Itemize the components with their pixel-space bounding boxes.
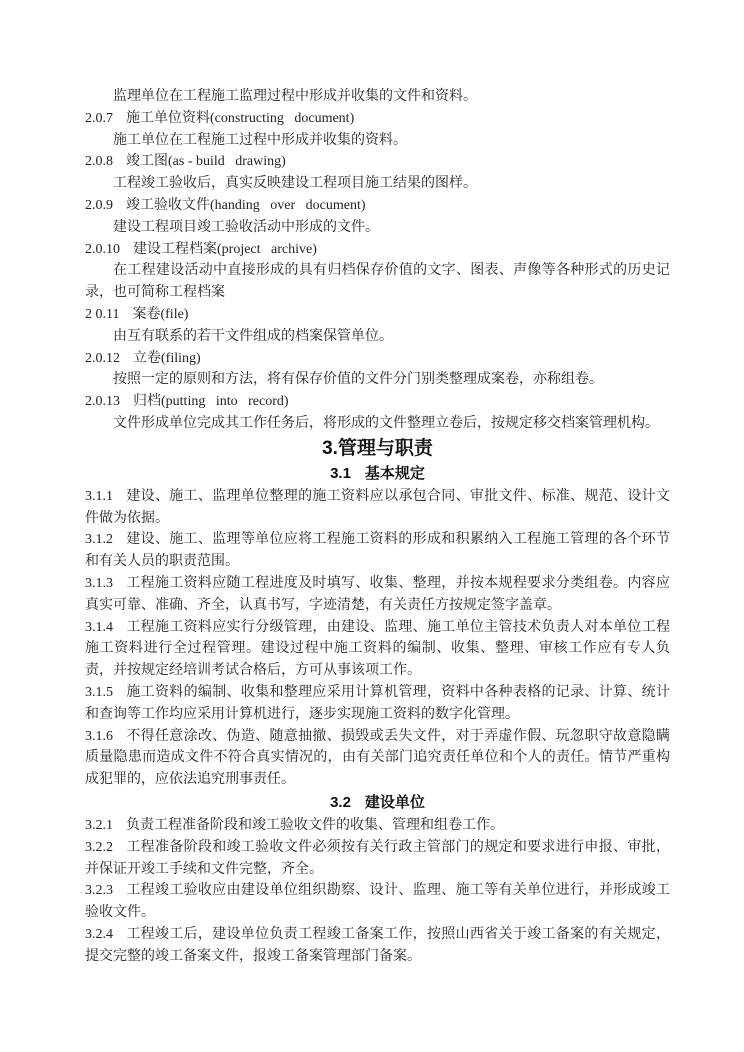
clause-number: 3.1.2 [85, 532, 113, 548]
clause-text: 建设、施工、监理单位整理的施工资料应以承包合同、审批文件、标准、规范、设计文件做为依据。 [85, 488, 670, 526]
term-line [85, 151, 670, 173]
term-text: 竣工图(as - build drawing) [126, 154, 286, 170]
clause-text: 工程施工资料应随工程进度及时填写、收集、整理，并按本规程要求分类组卷。内容应真实可靠、准确、齐全，认真书写，字迹清楚，有关责任方按规定签字盖章。 [85, 575, 670, 613]
clause-number: 2.0.9 [85, 197, 113, 213]
clause-number: 3.2.1 [85, 817, 113, 833]
term-text: 施工单位资料(constructing document) [126, 110, 355, 126]
term-line [85, 239, 670, 261]
term-text: 案卷(file) [132, 306, 189, 322]
clause-number: 3.1.5 [85, 684, 113, 700]
clause-description: 文件形成单位完成其工作任务后，将形成的文件整理立卷后，按规定移交档案管理机构。 [113, 415, 659, 431]
term-text: 建设工程档案(project archive) [133, 241, 317, 257]
clause-description: 监理单位在工程施工监理过程中形成并收集的文件和资料。 [113, 89, 477, 104]
clause-number: 3.1.3 [85, 575, 113, 591]
section-title: 基本规定 [364, 464, 425, 482]
clause-number: 2.0.8 [85, 154, 113, 170]
clause-paragraph [85, 880, 670, 924]
clause-number: 3.1.4 [85, 619, 113, 635]
term-text: 竣工验收文件(handing over document) [126, 197, 366, 213]
clause-number: 3.1.6 [85, 728, 113, 744]
clause-text: 不得任意涂改、伪造、随意抽撤、损毁或丢失文件，对于弄虚作假、玩忽职守故意隐瞒质量隐患而造成文件不符合真实情况的，由有关部门追究责任单位和个人的责任。情节严重构成犯罪的，应依法追究刑事责任。 [85, 728, 670, 788]
clause-paragraph [85, 924, 670, 968]
term-line [85, 195, 670, 217]
clause-number: 3.2.4 [85, 926, 113, 942]
clause-paragraph [85, 573, 670, 617]
term-text: 立卷(filing) [133, 350, 201, 366]
clause-paragraph [85, 815, 670, 837]
clause-paragraph [85, 486, 670, 530]
clause-number: 2.0.12 [85, 350, 120, 366]
clause-text: 工程施工资料应实行分级管理，由建设、监理、施工单位主管技术负责人对本单位工程施工资料进行全过程管理。建设过程中施工资料的编制、收集、整理、审核工作应有专人负责，并按规定经培训考试合格后，方可从事该项工作。 [85, 619, 670, 679]
clause-number: 2.0.13 [85, 394, 120, 410]
clause-number: 3.2.2 [85, 839, 113, 855]
clause-text: 工程竣工验收应由建设单位组织勘察、设计、监理、施工等有关单位进行，并形成竣工验收文件。 [85, 883, 670, 921]
clause-text: 建设、施工、监理等单位应将工程施工资料的形成和积累纳入工程施工管理的各个环节和有关人员的职责范围。 [85, 532, 670, 570]
section-heading [85, 462, 670, 486]
clause-description: 施工单位在工程施工过程中形成并收集的资料。 [113, 132, 407, 148]
clause-paragraph [85, 682, 670, 726]
clause-number: 3.2.3 [85, 883, 113, 899]
clause-number: 2.0.7 [85, 110, 113, 126]
section-heading [85, 791, 670, 815]
section-title: 建设单位 [364, 793, 425, 811]
clause-paragraph [85, 529, 670, 573]
clause-paragraph [85, 726, 670, 791]
term-line [85, 304, 670, 326]
term-line [85, 348, 670, 370]
clause-number: 2.0.10 [85, 241, 120, 257]
clause-description: 在工程建设活动中直接形成的具有归档保存价值的文字、图表、声像等各种形式的历史记录，也可简称工程档案 [85, 263, 670, 301]
term-line [85, 391, 670, 413]
clause-number: 2 0.11 [85, 306, 120, 322]
clause-description: 按照一定的原则和方法，将有保存价值的文件分门别类整理成案卷，亦称组卷。 [113, 372, 603, 388]
term-line [85, 108, 670, 130]
section-number: 3.1 [330, 464, 351, 482]
clause-text: 工程准备阶段和竣工验收文件必须按有关行政主管部门的规定和要求进行申报、审批，并保证开竣工手续和文件完整，齐全。 [85, 839, 670, 877]
clause-text: 负责工程准备阶段和竣工验收文件的收集、管理和组卷工作。 [126, 817, 504, 833]
clause-text: 工程竣工后，建设单位负责工程竣工备案工作，按照山西省关于竣工备案的有关规定，提交完整的竣工备案文件，报竣工备案管理部门备案。 [85, 926, 670, 964]
term-text: 归档(putting into record) [133, 394, 289, 410]
clause-number: 3.1.1 [85, 488, 113, 504]
clause-paragraph [85, 617, 670, 682]
section-number: 3.2 [330, 793, 351, 811]
chapter-heading: 3.管理与职责 [322, 437, 433, 459]
clause-paragraph [85, 837, 670, 881]
clause-description: 工程竣工验收后，真实反映建设工程项目施工结果的图样。 [113, 176, 477, 192]
clause-description: 由互有联系的若干文件组成的档案保管单位。 [113, 328, 393, 344]
clause-description: 建设工程项目竣工验收活动中形成的文件。 [113, 219, 379, 235]
clause-text: 施工资料的编制、收集和整理应采用计算机管理，资料中各种表格的记录、计算、统计和查询等工作均应采用计算机进行，逐步实现施工资料的数字化管理。 [85, 684, 670, 722]
